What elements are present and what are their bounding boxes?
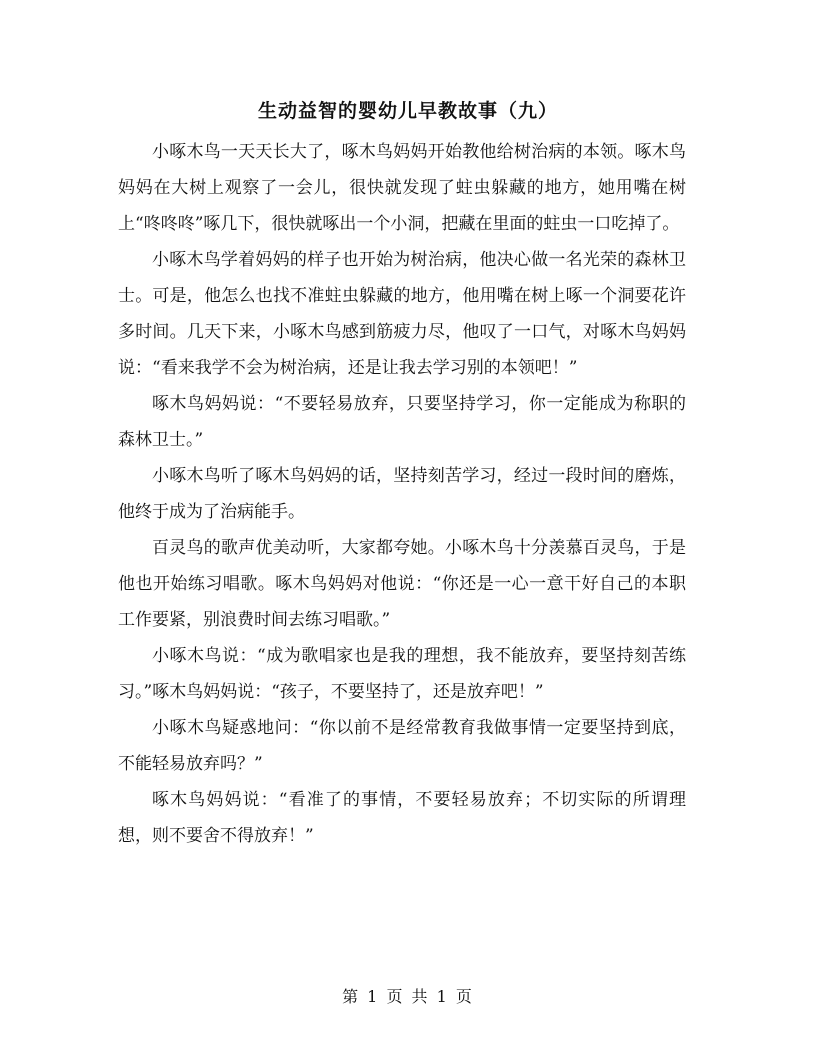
paragraph: 啄木鸟妈妈说：“看准了的事情，不要轻易放弃；不切实际的所谓理想，则不要舍不得放弃！”	[118, 790, 686, 846]
page-number-footer: 第 1 页 共 1 页	[342, 987, 474, 1006]
paragraph: 小啄木鸟一天天长大了，啄木鸟妈妈开始教他给树治病的本领。啄木鸟妈妈在大树上观察了一会儿，很快就发现了蛀虫躲藏的地方，她用嘴在树上“咚咚咚”啄几下，很快就啄出一个小洞，把藏在里面的蛀虫一口吃掉了。	[118, 142, 686, 234]
paragraph: 百灵鸟的歌声优美动听，大家都夸她。小啄木鸟十分羡慕百灵鸟，于是他也开始练习唱歌。啄木鸟妈妈对他说：“你还是一心一意干好自己的本职工作要紧，别浪费时间去练习唱歌。”	[118, 538, 686, 630]
document-body	[118, 134, 686, 854]
paragraph: 啄木鸟妈妈说：“不要轻易放弃，只要坚持学习，你一定能成为称职的森林卫士。”	[118, 394, 686, 450]
paragraph: 小啄木鸟学着妈妈的样子也开始为树治病，他决心做一名光荣的森林卫士。可是，他怎么也找不准蛀虫躲藏的地方，他用嘴在树上啄一个洞要花许多时间。几天下来，小啄木鸟感到筋疲力尽，他叹了一口气，对啄木鸟妈妈说：“看来我学不会为树治病，还是让我去学习别的本领吧！”	[118, 250, 686, 378]
paragraph: 小啄木鸟听了啄木鸟妈妈的话，坚持刻苦学习，经过一段时间的磨炼，他终于成为了治病能手。	[118, 466, 686, 522]
document-title: 生动益智的婴幼儿早教故事（九）	[257, 100, 558, 122]
paragraph: 小啄木鸟说：“成为歌唱家也是我的理想，我不能放弃，要坚持刻苦练习。”啄木鸟妈妈说：“孩子，不要坚持了，还是放弃吧！”	[118, 646, 686, 702]
paragraph: 小啄木鸟疑惑地问：“你以前不是经常教育我做事情一定要坚持到底，不能轻易放弃吗？”	[118, 718, 686, 774]
